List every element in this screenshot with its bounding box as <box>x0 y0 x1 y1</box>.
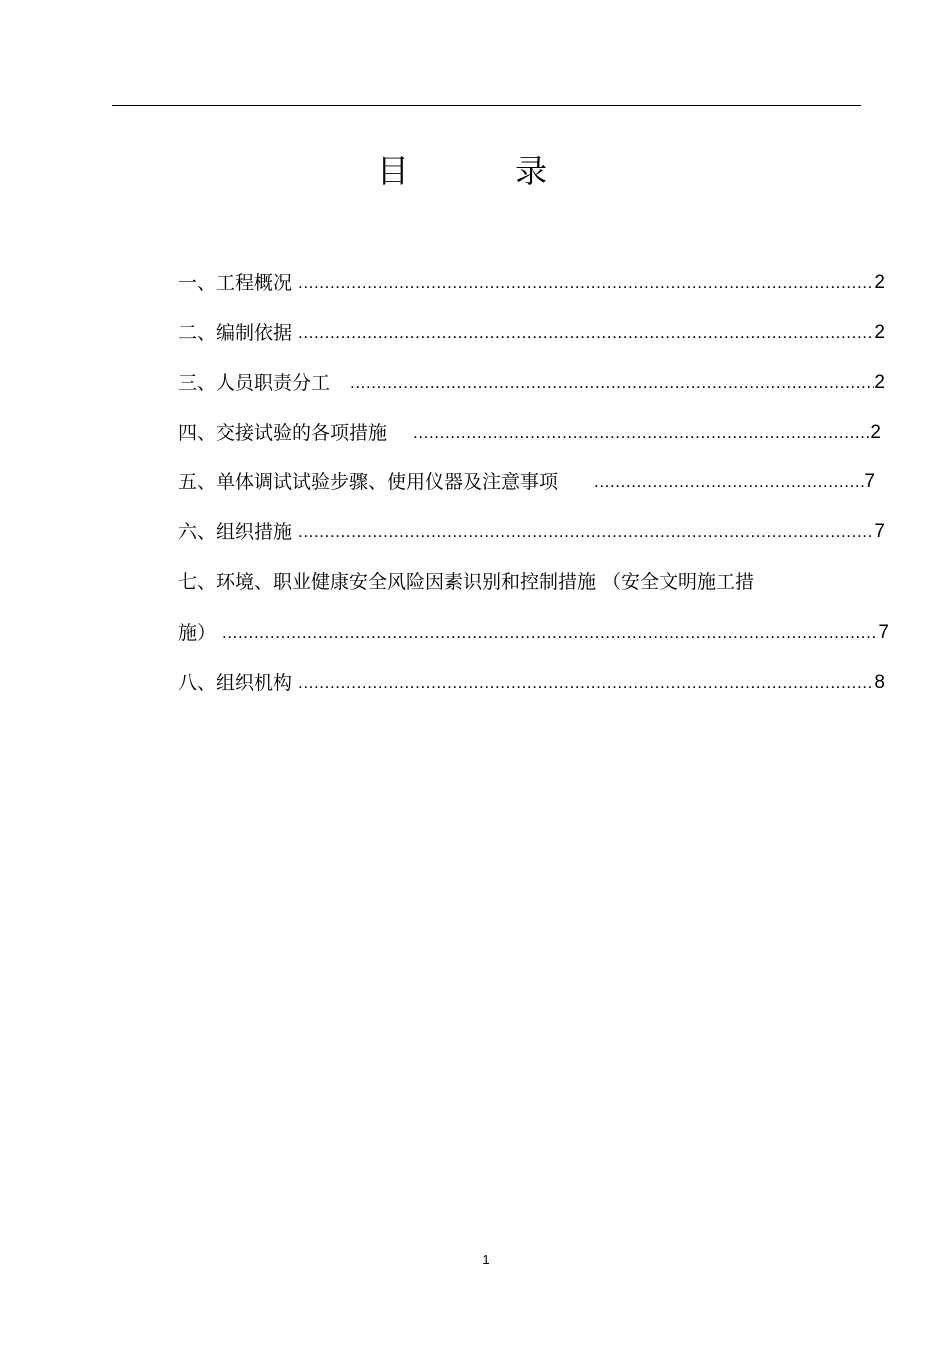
toc-entry-label: 四、交接试验的各项措施 <box>178 422 388 444</box>
toc-entry-page: 7 <box>864 471 875 492</box>
toc-leader-dots <box>292 668 874 698</box>
toc-leader-dots <box>216 618 878 648</box>
toc-entry-page: 7 <box>874 521 885 542</box>
toc-entry-page: 7 <box>878 622 889 643</box>
toc-entry-page: 2 <box>874 322 885 343</box>
toc-entry-label: 七、环境、职业健康安全风险因素识别和控制措施 （安全文明施工措 <box>178 571 755 593</box>
toc-entry-3[interactable] <box>178 368 885 398</box>
toc-entry-7[interactable] <box>178 618 889 648</box>
toc-entry-label: 一、工程概况 <box>178 272 293 294</box>
toc-entry-label-continuation: 施） <box>178 622 217 644</box>
toc-entry-page: 2 <box>874 272 885 293</box>
toc-entry-page: 2 <box>870 422 881 443</box>
toc-leader-dots <box>292 268 874 298</box>
toc-entry-4[interactable] <box>178 418 881 448</box>
toc-entry-label: 六、组织措施 <box>178 521 293 543</box>
toc-leader-dots <box>344 368 874 398</box>
toc-leader-dots <box>292 517 874 547</box>
toc-entry-7-first-line[interactable] <box>178 567 754 597</box>
header-rule <box>112 105 861 106</box>
toc-leader-dots <box>292 318 874 348</box>
toc-entry-label: 八、组织机构 <box>178 672 293 694</box>
toc-entry-2[interactable] <box>178 318 885 348</box>
page-number: 1 <box>482 1252 490 1267</box>
toc-leader-dots <box>588 467 864 497</box>
toc-entry-label: 三、人员职责分工 <box>178 372 331 394</box>
toc-entry-6[interactable] <box>178 517 885 547</box>
toc-leader-dots <box>407 418 870 448</box>
toc-entry-5[interactable] <box>178 467 875 497</box>
toc-entry-8[interactable] <box>178 668 885 698</box>
toc-entry-page: 8 <box>874 672 885 693</box>
toc-entry-label: 二、编制依据 <box>178 322 293 344</box>
toc-entry-label: 五、单体调试试验步骤、使用仪器及注意事项 <box>178 471 559 493</box>
toc-entry-page: 2 <box>874 372 885 393</box>
page-title: 目 录 <box>376 152 596 190</box>
toc-entry-1[interactable] <box>178 268 885 298</box>
